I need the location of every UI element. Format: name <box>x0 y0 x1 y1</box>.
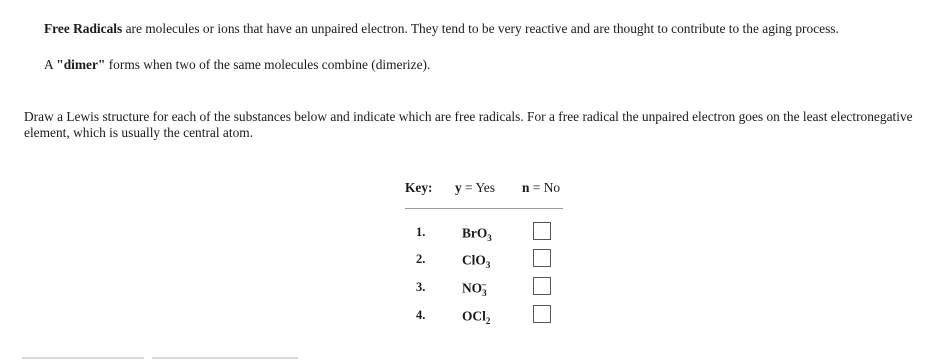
item-formula <box>462 307 490 326</box>
formula-subscript: 2 <box>485 316 491 327</box>
free-radicals-definition <box>44 21 839 37</box>
formula-base: NO <box>462 280 483 296</box>
answer-input-2[interactable] <box>533 249 551 267</box>
bottom-divider-right <box>152 357 298 359</box>
key-yes-letter: y <box>455 180 462 195</box>
key-yes-text: = Yes <box>461 180 495 195</box>
free-radicals-text: are molecules or ions that have an unpaired electron. They tend to be very reactive and are thought to contribute to the aging process. <box>122 21 839 36</box>
formula-subscript: 3 <box>487 233 492 244</box>
instructions-text: Draw a Lewis structure for each of the substances below and indicate which are free radicals. For a free radical the unpaired electron goes on the least electronegative element, which is usually the central atom. <box>24 109 913 140</box>
free-radicals-term: Free Radicals <box>44 21 123 36</box>
answer-input-1[interactable] <box>533 222 551 240</box>
item-number: 3. <box>416 280 426 294</box>
formula-superscript: – <box>481 279 487 289</box>
formula-subscript: 3 <box>485 260 491 271</box>
item-formula <box>462 251 490 270</box>
item-row-3 <box>405 277 565 299</box>
item-number: 4. <box>416 308 426 322</box>
dimer-text: forms when two of the same molecules combine (dimerize). <box>105 57 431 72</box>
key-no-letter: n <box>522 180 530 195</box>
item-formula <box>462 224 492 243</box>
key-no-text: = No <box>529 180 561 195</box>
item-number: 1. <box>416 225 426 239</box>
item-number: 2. <box>416 252 426 266</box>
dimer-definition <box>44 57 430 73</box>
bottom-divider-left <box>22 357 144 359</box>
item-row-2 <box>405 249 565 271</box>
dimer-term: "dimer" <box>56 57 106 72</box>
formula-base: BrO <box>462 225 488 241</box>
formula-base: OCl <box>462 308 486 324</box>
key-title: Key: <box>405 180 433 195</box>
item-formula <box>462 279 486 298</box>
formula-base: ClO <box>462 252 486 268</box>
key-yes <box>455 180 495 196</box>
answer-input-4[interactable] <box>533 305 551 323</box>
key-divider <box>405 208 563 209</box>
answer-input-3[interactable] <box>533 277 551 295</box>
formula-subscript: 3 <box>482 288 487 299</box>
item-row-4 <box>405 305 565 327</box>
item-row-1 <box>405 222 565 244</box>
dimer-prefix: A <box>44 57 57 72</box>
key-no <box>522 180 560 196</box>
